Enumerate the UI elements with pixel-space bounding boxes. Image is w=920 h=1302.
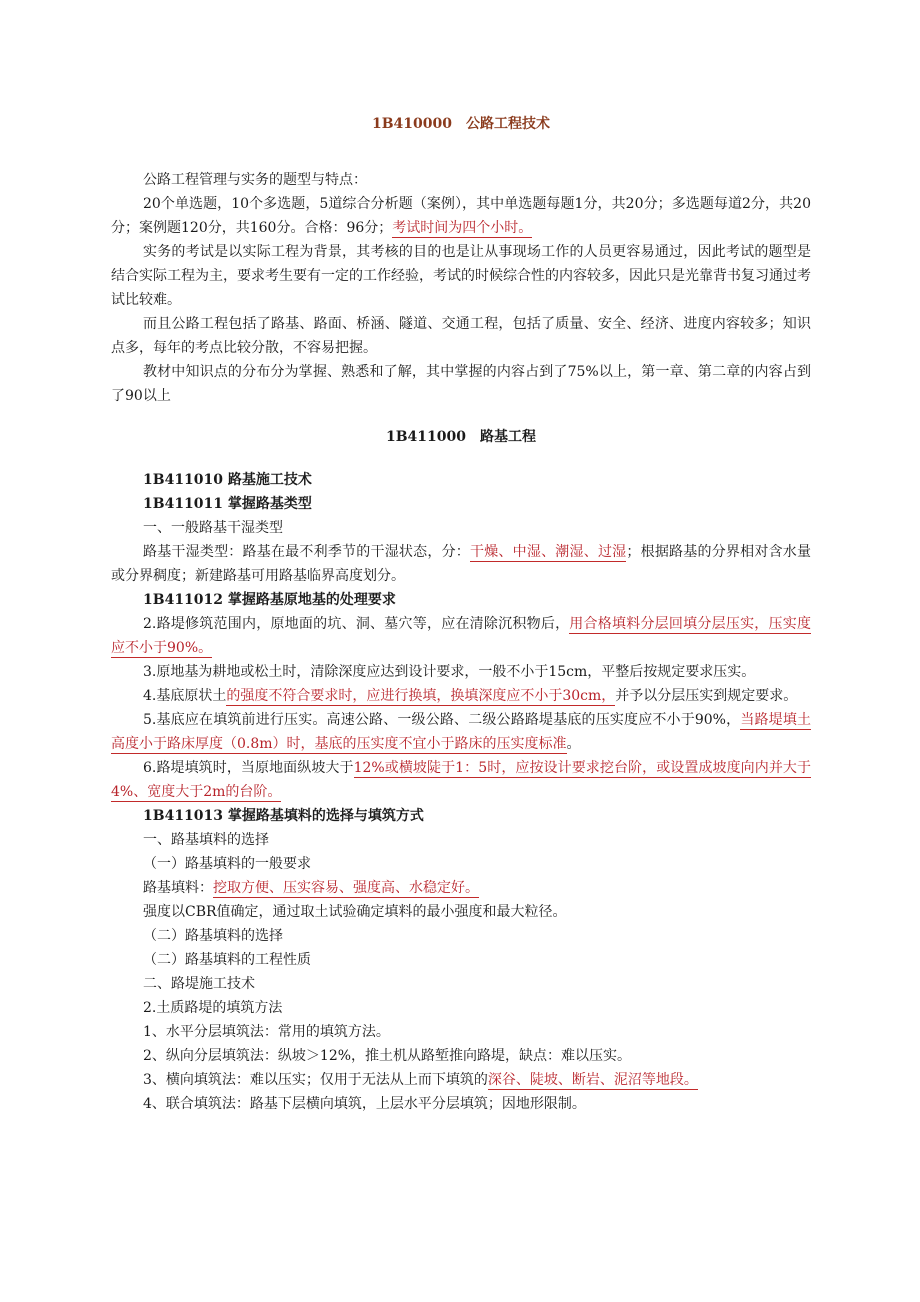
line-method-2: 2、纵向分层填筑法：纵坡＞12%，推土机从路堑推向路堤，缺点：难以压实。 <box>143 1048 632 1064</box>
intro-heading: 公路工程管理与实务的题型与特点： <box>143 172 367 188</box>
section-1b411013: 1B411013 掌握路基填料的选择与填筑方式 <box>143 808 424 824</box>
line-fill-properties: （二）路基填料的工程性质 <box>143 952 311 968</box>
highlight-item-4: 的强度不符合要求时，应进行换填，换填深度应不小于30cm， <box>226 688 616 704</box>
section-1b411010: 1B411010 路基施工技术 <box>143 472 312 488</box>
intro-exam-nature: 实务的考试是以实际工程为背景，其考核的目的也是让从事现场工作的人员更容易通过，因此考试的题型是结合实际工程为主，要求考生要有一定的工作经验，考试的时候综合性的内容较多，因此只是光靠背书复习通过考试比较难。 <box>111 244 811 308</box>
highlight-method-3: 深谷、陡坡、断岩、泥沼等地段。 <box>487 1072 698 1088</box>
highlight-fill-material: 挖取方便、压实容易、强度高、水稳定好。 <box>213 880 479 896</box>
document-body <box>111 110 811 1116</box>
chapter-title: 1B411000 路基工程 <box>385 429 537 445</box>
paragraph-dry-wet-type: 路基干湿类型：路基在最不利季节的干湿状态，分：干燥、中湿、潮湿、过湿；根据路基的分界相对含水量或分界稠度；新建路基可用路基临界高度划分。 <box>111 544 811 584</box>
line-embankment-tech: 二、路堤施工技术 <box>143 976 255 992</box>
subheading-dry-wet-type: 一、一般路基干湿类型 <box>143 520 283 536</box>
intro-exam-format: 20个单选题，10个多选题，5道综合分析题（案例），其中单选题每题1分，共20分；多选题每道2分，共20分；案例题120分，共160分。合格：96分；考试时间为四个小时。 <box>111 196 811 236</box>
line-fill-selection: 一、路基填料的选择 <box>143 832 269 848</box>
highlight-exam-time: 考试时间为四个小时。 <box>392 220 533 236</box>
line-fill-material: 路基填料：挖取方便、压实容易、强度高、水稳定好。 <box>143 880 479 896</box>
item-4: 4.基底原状土的强度不符合要求时，应进行换填，换填深度应不小于30cm，并予以分层压实到规定要求。 <box>143 688 798 704</box>
line-method-1: 1、水平分层填筑法：常用的填筑方法。 <box>143 1024 390 1040</box>
section-1b411011: 1B411011 掌握路基类型 <box>143 496 312 512</box>
line-cbr: 强度以CBR值确定，通过取土试验确定填料的最小强度和最大粒径。 <box>143 904 567 920</box>
item-6: 6.路堤填筑时，当原地面纵坡大于12%或横坡陡于1：5时，应按设计要求挖台阶，或设置成坡度向内并大于4%、宽度大于2m的台阶。 <box>111 760 812 800</box>
line-method-3: 3、横向填筑法：难以压实；仅用于无法从上而下填筑的深谷、陡坡、断岩、泥沼等地段。 <box>143 1072 698 1088</box>
line-method-4: 4、联合填筑法：路基下层横向填筑，上层水平分层填筑；因地形限制。 <box>143 1096 586 1112</box>
item-3: 3.原地基为耕地或松土时，清除深度应达到设计要求，一般不小于15cm，平整后按规定要求压实。 <box>143 664 756 680</box>
item-2: 2.路堤修筑范围内，原地面的坑、洞、墓穴等，应在清除沉积物后，用合格填料分层回填分层压实，压实度应不小于90%。 <box>111 616 811 656</box>
highlight-item-2: 用合格填料分层回填分层压实，压实度应不小于90%。 <box>111 616 811 656</box>
highlight-item-6: 12%或横坡陡于1：5时，应按设计要求挖台阶，或设置成坡度向内并大于4%、宽度大于2m的台阶。 <box>111 760 812 800</box>
highlight-dry-wet-states: 干燥、中湿、潮湿、过湿 <box>470 544 627 560</box>
intro-scope: 而且公路工程包括了路基、路面、桥涵、隧道、交通工程，包括了质量、安全、经济、进度内容较多；知识点多，每年的考点比较分散，不容易把握。 <box>111 316 811 356</box>
intro-distribution: 教材中知识点的分布分为掌握、熟悉和了解，其中掌握的内容占到了75%以上，第一章、第二章的内容占到了90以上 <box>111 364 811 404</box>
item-5: 5.基底应在填筑前进行压实。高速公路、一级公路、二级公路路堤基底的压实度应不小于90%，当路堤填土高度小于路床厚度（0.8m）时，基底的压实度不宜小于路床的压实度标准。 <box>111 712 811 752</box>
line-fill-choice: （二）路基填料的选择 <box>143 928 283 944</box>
document-title: 1B410000 公路工程技术 <box>371 116 551 132</box>
line-soil-embankment: 2.土质路堤的填筑方法 <box>143 1000 283 1016</box>
section-1b411012: 1B411012 掌握路基原地基的处理要求 <box>143 592 396 608</box>
highlight-item-5: 当路堤填土高度小于路床厚度（0.8m）时，基底的压实度不宜小于路床的压实度标准 <box>111 712 811 752</box>
line-fill-general-req: （一）路基填料的一般要求 <box>143 856 311 872</box>
